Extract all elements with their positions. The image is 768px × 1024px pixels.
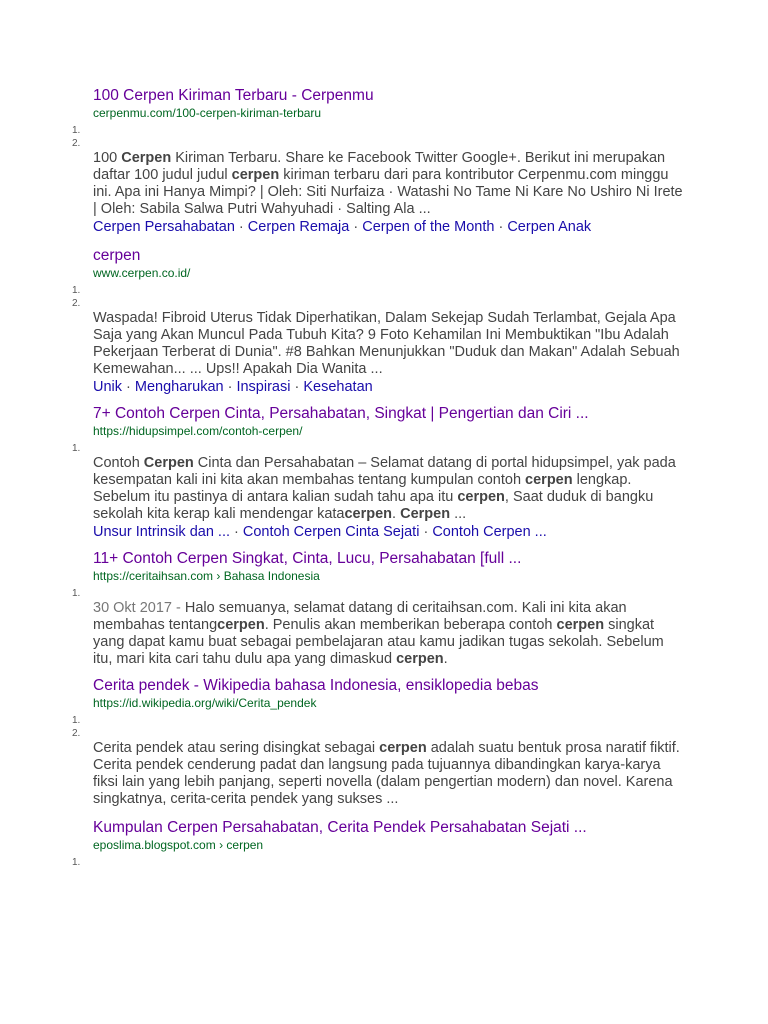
snippet-text: . (443, 651, 448, 667)
sitelink[interactable]: Kesehatan (303, 379, 373, 395)
result-url-domain: eposlima.blogspot.com (93, 838, 216, 852)
result-url-domain: https://ceritaihsan.com (93, 569, 214, 583)
result-url (93, 838, 768, 853)
result-title-link[interactable]: 7+ Contoh Cerpen Cinta, Persahabatan, Singkat | Pengertian dan Ciri ... (93, 405, 589, 422)
snippet-keyword: cerpen (396, 651, 444, 667)
list-number: 1. (72, 715, 81, 726)
sitelink[interactable]: Contoh Cerpen ... (432, 524, 547, 540)
snippet-text: kiriman terbaru dari para kontributor Cerpenmu.com minggu ini. Apa ini Hanya Mimpi? | Oleh: Siti Nurfaiza · Watashi No Tame Ni Kare No Ushiro Ni Irete | Oleh: Sabila Salwa Putri Wahyuhadi · Salting Ala ... (93, 167, 683, 217)
result-number-list (0, 284, 768, 310)
result-title-link[interactable]: 11+ Contoh Cerpen Singkat, Cinta, Lucu, Persahabatan [full ... (93, 550, 522, 567)
snippet-text: Cinta dan Persahabatan – Selamat datang di portal hidupsimpel, yak pada kesempatan kali ini kita akan membahas tentang kumpulan contoh (93, 455, 676, 488)
result-title-link[interactable]: cerpen (93, 247, 141, 264)
result-item (0, 549, 768, 668)
list-number: 1. (72, 588, 81, 599)
sitelink[interactable]: Contoh Cerpen Cinta Sejati (242, 524, 420, 540)
result-number-list (0, 856, 768, 869)
result-snippet (93, 600, 683, 668)
result-snippet (93, 310, 683, 378)
snippet-text: lengkap. Sebelum itu pastinya di antara kalian sudah tahu apa itu (93, 472, 632, 505)
sitelink[interactable]: Cerpen Persahabatan (93, 219, 235, 235)
snippet-text: . (392, 506, 401, 522)
sitelink-separator: · (290, 379, 304, 395)
snippet-text: 100 (93, 150, 122, 166)
list-number: 1. (72, 857, 81, 868)
sitelink-separator: · (419, 524, 433, 540)
result-number-list (0, 714, 768, 740)
snippet-keyword: cerpen (231, 167, 280, 183)
snippet-text: Contoh (93, 455, 144, 471)
result-item (0, 818, 768, 869)
result-item (0, 246, 768, 396)
sitelink[interactable]: Mengharukan (134, 379, 224, 395)
result-url-breadcrumb: › cerpen (215, 838, 264, 852)
snippet-text: Halo semuanya, selamat datang di ceritaihsan.com. Kali ini kita akan membahas tentang (93, 600, 627, 633)
sitelink-separator: · (223, 379, 237, 395)
snippet-text: . Penulis akan memberikan beberapa contoh (264, 617, 557, 633)
result-url: cerpenmu.com/100-cerpen-kiriman-terbaru (93, 106, 322, 120)
result-number-list (0, 587, 768, 600)
result-snippet (93, 455, 683, 523)
snippet-text: , Saat duduk di bangku sekolah kita kerap kali mendengar kata (93, 489, 654, 522)
result-url: https://hidupsimpel.com/contoh-cerpen/ (93, 424, 303, 438)
list-number: 1. (72, 443, 81, 454)
result-url (93, 569, 768, 584)
sitelink-separator: · (234, 219, 248, 235)
sitelink[interactable]: Inspirasi (236, 379, 291, 395)
list-number: 2. (72, 728, 81, 739)
snippet-keyword: Cerpen (400, 506, 451, 522)
list-number: 1. (72, 125, 81, 136)
result-item (0, 676, 768, 808)
snippet-keyword: cerpen (379, 740, 427, 756)
snippet-text: Waspada! Fibroid Uterus Tidak Diperhatikan, Dalam Sekejap Sudah Terlambat, Gejala Apa Saja yang Akan Muncul Pada Tubuh Kita? 9 Foto Kehamilan Ini Membuktikan "Ibu Adalah Pekerjaan Terberat di Dunia". #8 Bahkan Menunjukkan "Duduk dan Makan" Adalah Sebuah Kemewahan... ... Ups!! Apakah Dia Wanita ... (93, 310, 680, 377)
result-sitelinks (93, 523, 768, 541)
result-number-list (0, 124, 768, 150)
snippet-keyword: Cerpen (121, 150, 172, 166)
result-item (0, 86, 768, 236)
result-url: https://id.wikipedia.org/wiki/Cerita_pendek (93, 696, 317, 710)
result-title-link[interactable]: Kumpulan Cerpen Persahabatan, Cerita Pendek Persahabatan Sejati ... (93, 819, 587, 836)
sitelink[interactable]: Cerpen Anak (507, 219, 592, 235)
sitelink[interactable]: Unik (93, 379, 123, 395)
snippet-keyword: cerpen (457, 489, 505, 505)
snippet-keyword: cerpen (525, 472, 573, 488)
list-number: 2. (72, 138, 81, 149)
snippet-text: ... (450, 506, 467, 522)
sitelink[interactable]: Cerpen Remaja (247, 219, 350, 235)
result-item (0, 404, 768, 541)
result-snippet (93, 740, 683, 808)
sitelink-separator: · (494, 219, 508, 235)
search-results (0, 86, 768, 869)
snippet-text: adalah suatu bentuk prosa naratif fiktif. Cerita pendek cenderung padat dan langsung pada tujuannya dibandingkan karya-karya fiksi lain yang lebih panjang, seperti novella (dalam pengertian modern) dan novel. Karena singkatnya, cerita-cerita pendek yang sukses ... (93, 740, 680, 807)
result-title-link[interactable]: 100 Cerpen Kiriman Terbaru - Cerpenmu (93, 87, 374, 104)
sitelink-separator: · (122, 379, 135, 395)
snippet-text: Cerita pendek atau sering disingkat sebagai (93, 740, 380, 756)
snippet-keyword: Cerpen (143, 455, 194, 471)
result-snippet (93, 150, 683, 218)
snippet-keyword: cerpen (217, 617, 265, 633)
result-number-list (0, 442, 768, 455)
result-sitelinks (93, 218, 768, 236)
result-url-breadcrumb: › Bahasa Indonesia (213, 569, 320, 583)
snippet-keyword: cerpen (344, 506, 393, 522)
sitelink-separator: · (349, 219, 363, 235)
result-url: www.cerpen.co.id/ (93, 266, 191, 280)
sitelink[interactable]: Cerpen of the Month (362, 219, 495, 235)
snippet-text: Kiriman Terbaru. Share ke Facebook Twitter Google+. Berikut ini merupakan daftar 100 judul judul (93, 150, 666, 183)
snippet-keyword: cerpen (556, 617, 605, 633)
result-date: 30 Okt 2017 - (93, 600, 185, 616)
list-number: 1. (72, 285, 81, 296)
snippet-text: singkat yang dapat kamu buat sebagai pembelajaran atau kamu jadikan tugas sekolah. Sebelum itu, mari kita cari tahu dulu apa yang dimaskud (93, 617, 664, 667)
list-number: 2. (72, 298, 81, 309)
sitelink[interactable]: Unsur Intrinsik dan ... (93, 524, 230, 540)
result-sitelinks (93, 378, 768, 396)
sitelink-separator: · (230, 524, 243, 540)
result-title-link[interactable]: Cerita pendek - Wikipedia bahasa Indonesia, ensiklopedia bebas (93, 677, 539, 694)
